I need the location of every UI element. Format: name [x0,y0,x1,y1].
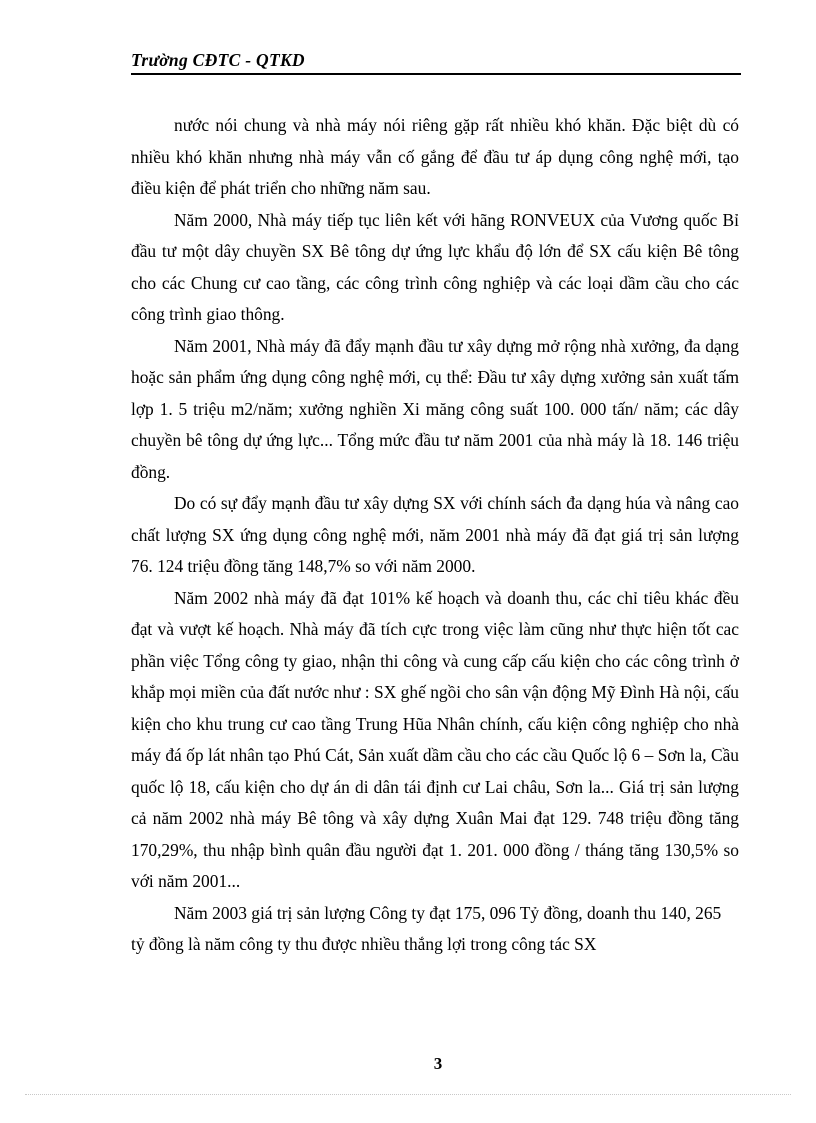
page-header [131,50,741,76]
paragraph-2: Năm 2000, Nhà máy tiếp tục liên kết với hãng RONVEUX của Vương quốc Bỉ đầu tư một dây chuyền SX Bê tông dự ứng lực khẩu độ lớn để SX cấu kiện Bê tông cho các Chung cư cao tầng, các công trình công nghiệp và các loại dầm cầu cho các công trình giao thông. [131,209,739,324]
header-title: Trường CĐTC - QTKD [131,50,305,70]
page-number: 3 [433,1054,443,1073]
paragraph-3: Năm 2001, Nhà máy đã đẩy mạnh đầu tư xây dựng mở rộng nhà xưởng, đa dạng hoặc sản phẩm ứng dụng công nghệ mới, cụ thể: Đầu tư xây dựng xưởng sản xuất tấm lợp 1. 5 triệu m2/năm; xưởng nghiền Xi măng công suất 100. 000 tấn/ năm; các dây chuyền bê tông dự ứng lực... Tổng mức đầu tư năm 2001 của nhà máy là 18. 146 triệu đồng. [131,335,739,482]
paragraph-4: Do có sự đẩy mạnh đầu tư xây dựng SX với chính sách đa dạng húa và nâng cao chất lượng SX ứng dụng công nghệ mới, năm 2001 nhà máy đã đạt giá trị sản lượng 76. 124 triệu đồng tăng 148,7% so với năm 2000. [131,493,739,576]
paragraph-1: nước nói chung và nhà máy nói riêng gặp rất nhiều khó khăn. Đặc biệt dù có nhiều khó khăn nhưng nhà máy vẫn cố gắng để đầu tư áp dụng công nghệ mới, tạo điều kiện để phát triển cho những năm sau. [131,115,739,198]
paragraph-5: Năm 2002 nhà máy đã đạt 101% kế hoạch và doanh thu, các chỉ tiêu khác đều đạt và vượt kế hoạch. Nhà máy đã tích cực trong việc làm cũng như thực hiện tốt cac phần việc Tổng công ty giao, nhận thi công và cung cấp cấu kiện cho các công trình ở khắp mọi miền của đất nước như : SX ghế ngồi cho sân vận động Mỹ Đình Hà nội, cấu kiện cho khu trung cư cao tầng Trung Hũa Nhân chính, cấu kiện công nghiệp cho nhà máy đá ốp lát nhân tạo Phú Cát, Sản xuất dầm cầu cho các cầu Quốc lộ 6 – Sơn la, Cầu quốc lộ 18, cấu kiện cho dự án di dân tái định cư Lai châu, Sơn la... Giá trị sản lượng cả năm 2002 nhà máy Bê tông và xây dựng Xuân Mai đạt 129. 748 triệu đồng tăng 170,29%, thu nhập bình quân đầu người đạt 1. 201. 000 đồng / tháng tăng 130,5% so với năm 2001... [131,587,739,891]
header-rule [131,73,741,75]
footer-rule [25,1094,791,1095]
body-text [131,110,739,961]
paragraph-6: Năm 2003 giá trị sản lượng Công ty đạt 175, 096 Tỷ đồng, doanh thu 140, 265 tỷ đồng là năm công ty thu được nhiều thắng lợi trong công tác SX [131,902,722,954]
